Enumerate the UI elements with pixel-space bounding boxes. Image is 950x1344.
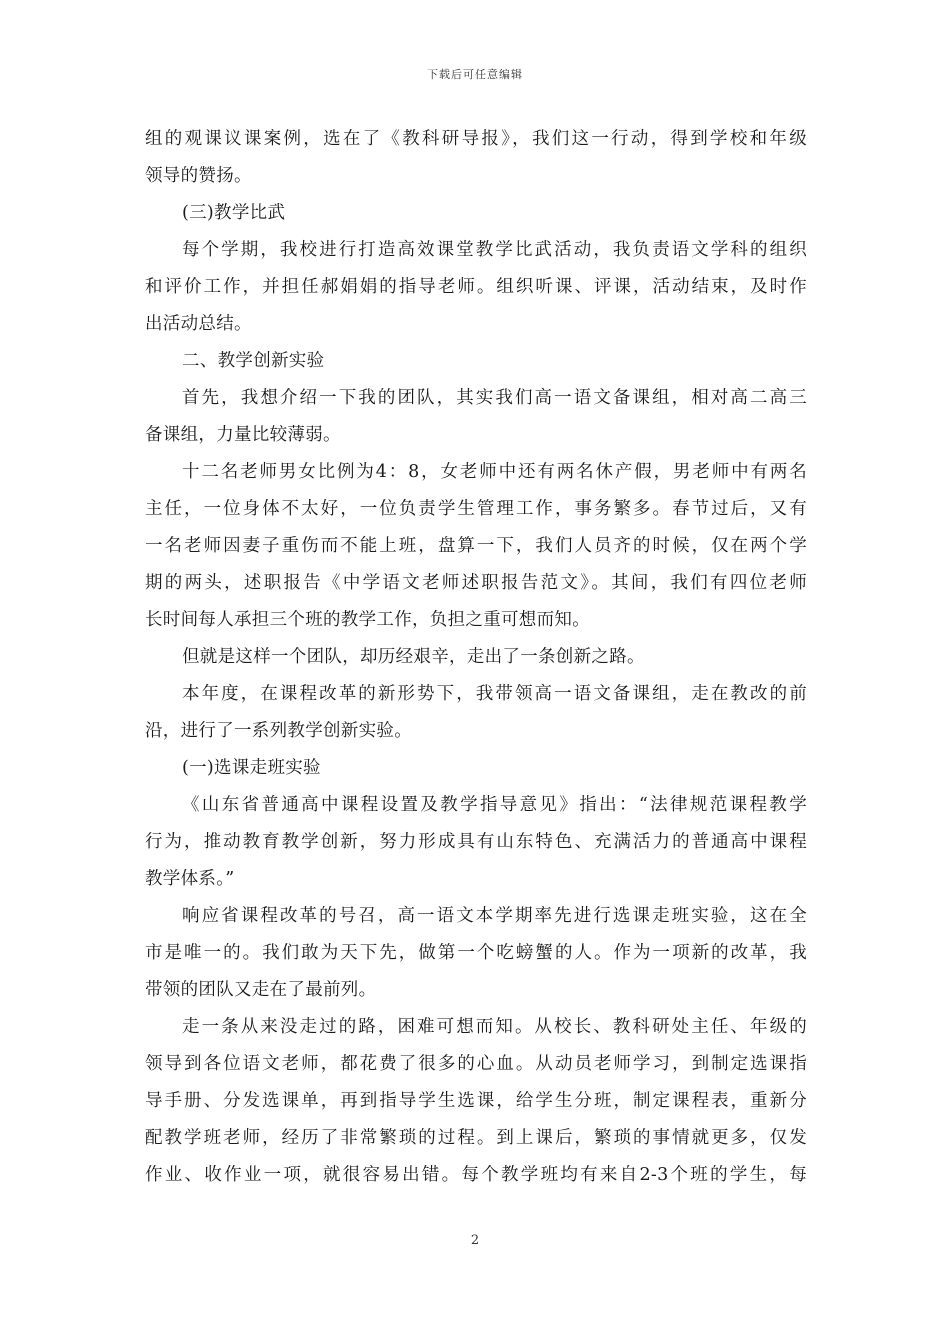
paragraph-line: 出活动总结。 xyxy=(145,314,252,334)
paragraph-line: 主任，一位身体不太好，一位负责学生管理工作，事务繁多。春节过后，又有 xyxy=(145,499,807,519)
paragraph-line: 和评价工作，并担任郝娟娟的指导老师。组织听课、评课，活动结束，及时作 xyxy=(145,277,807,297)
paragraph-line: 市是唯一的。我们敢为天下先，做第一个吃螃蟹的人。作为一项新的改革，我 xyxy=(145,943,807,963)
paragraph-line: 每个学期，我校进行打造高效课堂教学比武活动，我负责语文学科的组织 xyxy=(182,240,807,260)
paragraph-line: 十二名老师男女比例为4：8，女老师中还有两名休产假，男老师中有两名 xyxy=(182,462,807,482)
document-body xyxy=(145,121,807,1194)
paragraph-line: 期的两头，述职报告《中学语文老师述职报告范文》。其间，我们有四位老师 xyxy=(145,573,807,593)
paragraph-line: 走一条从来没走过的路，困难可想而知。从校长、教科研处主任、年级的 xyxy=(182,1017,807,1037)
paragraph-line: 长时间每人承担三个班的教学工作，负担之重可想而知。 xyxy=(145,610,590,630)
paragraph-line: 首先，我想介绍一下我的团队，其实我们高一语文备课组，相对高二高三 xyxy=(182,388,807,408)
paragraph-line: 导手册、分发选课单，再到指导学生选课，给学生分班，制定课程表，重新分 xyxy=(145,1091,807,1111)
section-heading: (三)教学比武 xyxy=(182,203,286,223)
page-number: 2 xyxy=(470,1233,480,1248)
section-heading: 二、教学创新实验 xyxy=(182,351,325,371)
paragraph-line: 领导的赞扬。 xyxy=(145,166,252,186)
paragraph-line: 行为，推动教育教学创新，努力形成具有山东特色、充满活力的普通高中课程 xyxy=(145,832,807,852)
paragraph-line: 领导到各位语文老师，都花费了很多的心血。从动员老师学习，到制定选课指 xyxy=(145,1054,807,1074)
paragraph-line: 但就是这样一个团队，却历经艰辛，走出了一条创新之路。 xyxy=(182,647,645,667)
paragraph-line: 带领的团队又走在了最前列。 xyxy=(145,980,377,1000)
paragraph-line: 教学体系。” xyxy=(145,869,235,889)
paragraph-line: 一名老师因妻子重伤而不能上班，盘算一下，我们人员齐的时候，仅在两个学 xyxy=(145,536,807,556)
paragraph-line: 组的观课议课案例，选在了《教科研导报》，我们这一行动，得到学校和年级 xyxy=(145,129,807,149)
section-heading: (一)选课走班实验 xyxy=(182,758,321,778)
paragraph-line: 响应省课程改革的号召，高一语文本学期率先进行选课走班实验，这在全 xyxy=(182,906,807,926)
paragraph-line: 本年度，在课程改革的新形势下，我带领高一语文备课组，走在教改的前 xyxy=(182,684,807,704)
paragraph-line: 配教学班老师，经历了非常繁琐的过程。到上课后，繁琐的事情就更多，仅发 xyxy=(145,1128,807,1148)
paragraph-line: 备课组，力量比较薄弱。 xyxy=(145,425,341,445)
page-header: 下载后可任意编辑 xyxy=(427,68,523,81)
paragraph-line: 作业、收作业一项，就很容易出错。每个教学班均有来自2-3个班的学生，每 xyxy=(145,1165,807,1185)
paragraph-line: 沿，进行了一系列教学创新实验。 xyxy=(145,721,412,741)
paragraph-line: 《山东省普通高中课程设置及教学指导意见》指出：“法律规范课程教学 xyxy=(182,795,807,815)
